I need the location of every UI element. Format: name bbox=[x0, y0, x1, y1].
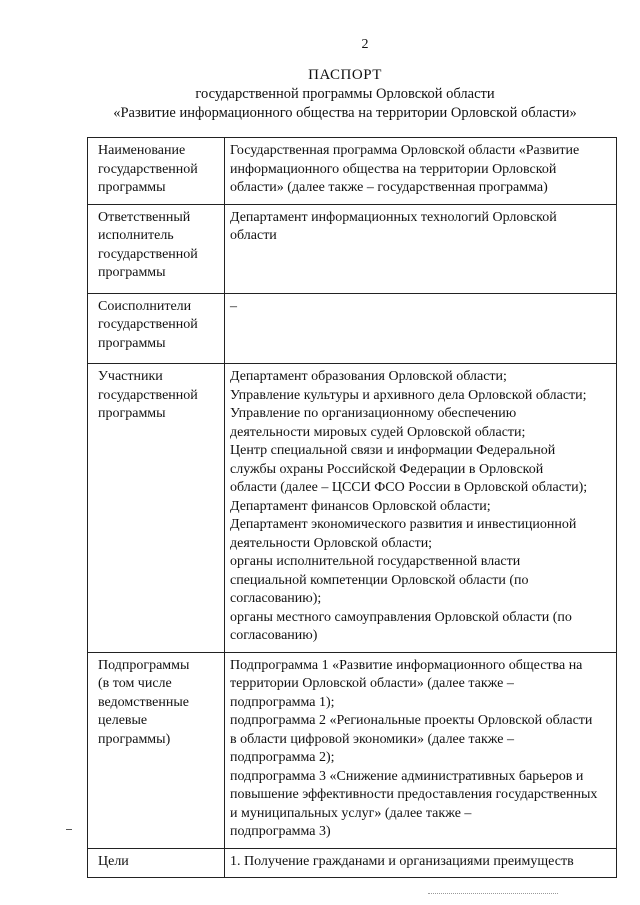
label-line: Участники bbox=[98, 369, 163, 384]
content-line: специальной компетенции Орловской области (по bbox=[230, 572, 529, 588]
label-line: программы bbox=[98, 335, 166, 351]
content-line: службы охраны Российской Федерации в Орловской bbox=[230, 461, 544, 477]
content-line: Государственная программа Орловской области «Развитие bbox=[230, 143, 580, 158]
content-line: подпрограмма 1); bbox=[230, 694, 335, 710]
document-subtitle-line-1: государственной программы Орловской области bbox=[195, 86, 495, 102]
page-number: 2 bbox=[361, 37, 369, 52]
content-line: деятельности Орловской области; bbox=[230, 535, 433, 551]
row-label-program-name bbox=[88, 138, 225, 205]
content-line: 1. Получение гражданами и организациями преимуществ bbox=[230, 853, 574, 869]
content-line: подпрограмма 2); bbox=[230, 750, 335, 765]
row-label-responsible-executor bbox=[88, 204, 225, 293]
content-line: Департамент образования Орловской области; bbox=[230, 369, 507, 384]
label-line: программы) bbox=[98, 731, 171, 747]
row-label-subprograms bbox=[88, 652, 225, 848]
label-line: (в том числе bbox=[98, 676, 172, 691]
content-line: подпрограмма 2 «Региональные проекты Орловской области bbox=[230, 713, 593, 728]
content-line: подпрограмма 3 «Снижение административных барьеров и bbox=[230, 768, 584, 784]
label-line: Соисполнители bbox=[98, 298, 192, 314]
row-content-goals bbox=[225, 848, 617, 878]
content-line: области (далее – ЦССИ ФСО России в Орловской области); bbox=[230, 480, 588, 495]
content-line: деятельности мировых судей Орловской области; bbox=[230, 424, 526, 440]
row-content-participants bbox=[225, 364, 617, 653]
label-line: программы bbox=[98, 406, 166, 421]
content-line: Центр специальной связи и информации Федеральной bbox=[230, 443, 556, 458]
row-label-co-executors bbox=[88, 293, 225, 364]
label-line: программы bbox=[98, 180, 166, 195]
table-row bbox=[88, 652, 617, 848]
label-line: программы bbox=[98, 265, 166, 280]
content-line: органы местного самоуправления Орловской области (по bbox=[230, 609, 572, 625]
label-line: исполнитель bbox=[98, 228, 174, 243]
document-title: ПАСПОРТ bbox=[308, 67, 382, 83]
scan-artifact bbox=[428, 893, 558, 894]
label-line: государственной bbox=[98, 387, 198, 403]
table-row bbox=[88, 364, 617, 653]
content-line: – bbox=[230, 298, 237, 314]
content-line: области» (далее также – государственная программа) bbox=[230, 180, 548, 195]
label-line: государственной bbox=[98, 246, 198, 262]
content-line: Подпрограмма 1 «Развитие информационного общества на bbox=[230, 657, 583, 673]
label-line: ведомственные bbox=[98, 694, 189, 710]
table-row bbox=[88, 204, 617, 293]
label-line: государственной bbox=[98, 161, 198, 177]
content-line: и муниципальных услуг» (далее также – bbox=[230, 805, 472, 821]
row-label-participants bbox=[88, 364, 225, 653]
table-row bbox=[88, 293, 617, 364]
content-line: информационного общества на территории Орловской bbox=[230, 161, 557, 177]
row-content-co-executors bbox=[225, 293, 617, 364]
margin-mark bbox=[66, 829, 72, 830]
content-line: подпрограмма 3) bbox=[230, 824, 331, 839]
content-line: органы исполнительной государственной власти bbox=[230, 554, 521, 569]
label-line: государственной bbox=[98, 317, 198, 332]
content-line: в области цифровой экономики» (далее также – bbox=[230, 731, 514, 747]
label-line: целевые bbox=[98, 713, 148, 728]
content-line: повышение эффективности предоставления государственных bbox=[230, 787, 598, 802]
content-line: Департамент финансов Орловской области; bbox=[230, 498, 491, 514]
label-line: Подпрограммы bbox=[98, 657, 190, 673]
content-line: Департамент экономического развития и инвестиционной bbox=[230, 517, 577, 532]
row-content-responsible-executor bbox=[225, 204, 617, 293]
label-line: Цели bbox=[98, 853, 129, 869]
content-line: Управление культуры и архивного дела Орловской области; bbox=[230, 387, 587, 403]
label-line: Ответственный bbox=[98, 209, 191, 225]
document-header bbox=[60, 66, 630, 123]
content-line: согласованию) bbox=[230, 628, 318, 643]
table-row bbox=[88, 138, 617, 205]
passport-table bbox=[87, 137, 617, 878]
document-subtitle-line-2: «Развитие информационного общества на территории Орловской области» bbox=[113, 105, 577, 121]
label-line: Наименование bbox=[98, 143, 186, 158]
row-content-subprograms bbox=[225, 652, 617, 848]
content-line: Управление по организационному обеспечению bbox=[230, 406, 517, 421]
content-line: области bbox=[230, 228, 277, 243]
content-line: Департамент информационных технологий Орловской bbox=[230, 209, 557, 225]
row-content-program-name bbox=[225, 138, 617, 205]
content-line: территории Орловской области» (далее также – bbox=[230, 676, 514, 691]
row-label-goals bbox=[88, 848, 225, 878]
content-line: согласованию); bbox=[230, 591, 322, 606]
table-row bbox=[88, 848, 617, 878]
